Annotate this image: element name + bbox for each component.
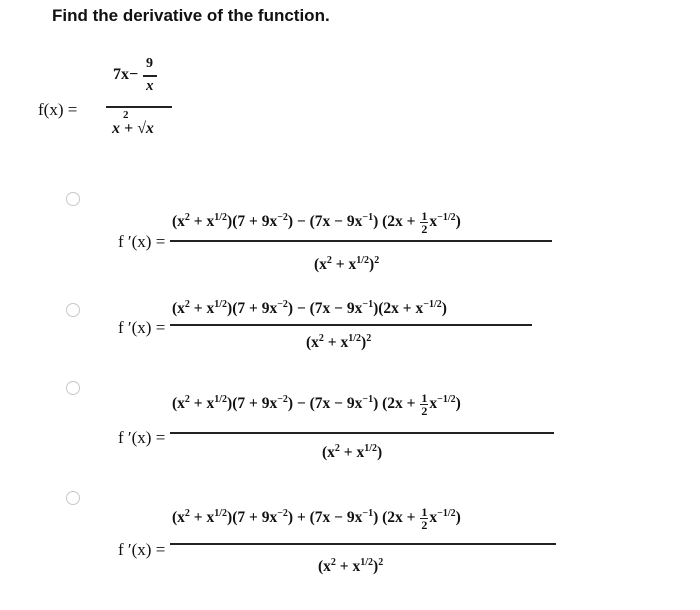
question-text: Find the derivative of the function. (52, 6, 330, 25)
numerator-inner-num: 9 (146, 56, 153, 71)
numerator-main: 7x− (113, 66, 139, 83)
numerator-inner-den: x (146, 78, 154, 94)
option-3-radio[interactable] (66, 381, 80, 395)
option-3-fraction-bar (170, 432, 554, 434)
option-2-fraction-bar (170, 324, 532, 326)
option-1-numerator: $(x^2 + x^{1/2})(7 + 9x^{-2}) - (7x - 9x^{-1}) (2x$ + $\frac{1}{2}$ $x^{-1/2}$) (172, 209, 461, 236)
option-4-fraction-bar (170, 543, 556, 545)
function-label: f(x) = (38, 100, 78, 119)
option-1-fraction-bar (170, 240, 552, 242)
denominator-exponent: 2 (123, 109, 129, 121)
option-4-radio[interactable] (66, 491, 80, 505)
option-2-label: f ′(x) = (118, 318, 166, 337)
option-2-radio[interactable] (66, 303, 80, 317)
option-3-numerator: $(x^2 + x^{1/2})(7 + 9x^{-2}) - (7x - 9x^{-1}) (2x$ + $\frac{1}{2}$ $x^{-1/2}$) (172, 391, 461, 418)
option-2-denominator: $(x^2 + x^{1/2})^2$ (306, 333, 372, 351)
option-2-numerator: $(x^2 + x^{1/2})(7 + 9x^{-2}) - (7x - 9x^{-1})(2x + x^{-1/2})$ (172, 299, 447, 317)
function-fraction-bar (106, 106, 172, 108)
option-3-label: f ′(x) = (118, 428, 166, 447)
option-1-label: f ′(x) = (118, 232, 166, 251)
denominator-main: x + √x (112, 120, 154, 137)
option-4-numerator: $(x^2 + x^{1/2})(7 + 9x^{-2}) + (7x - 9x^{-1}) (2x$ + $\frac{1}{2}$ $x^{-1/2}$) (172, 505, 461, 532)
option-4-denominator: $(x^2 + x^{1/2})^2$ (318, 557, 384, 575)
option-1-radio[interactable] (66, 192, 80, 206)
option-4-label: f ′(x) = (118, 540, 166, 559)
inner-fraction-bar (143, 75, 157, 77)
option-1-denominator: $(x^2 + x^{1/2})^2$ (314, 255, 380, 273)
option-3-denominator: $(x^2 + x^{1/2})$ (322, 443, 383, 461)
